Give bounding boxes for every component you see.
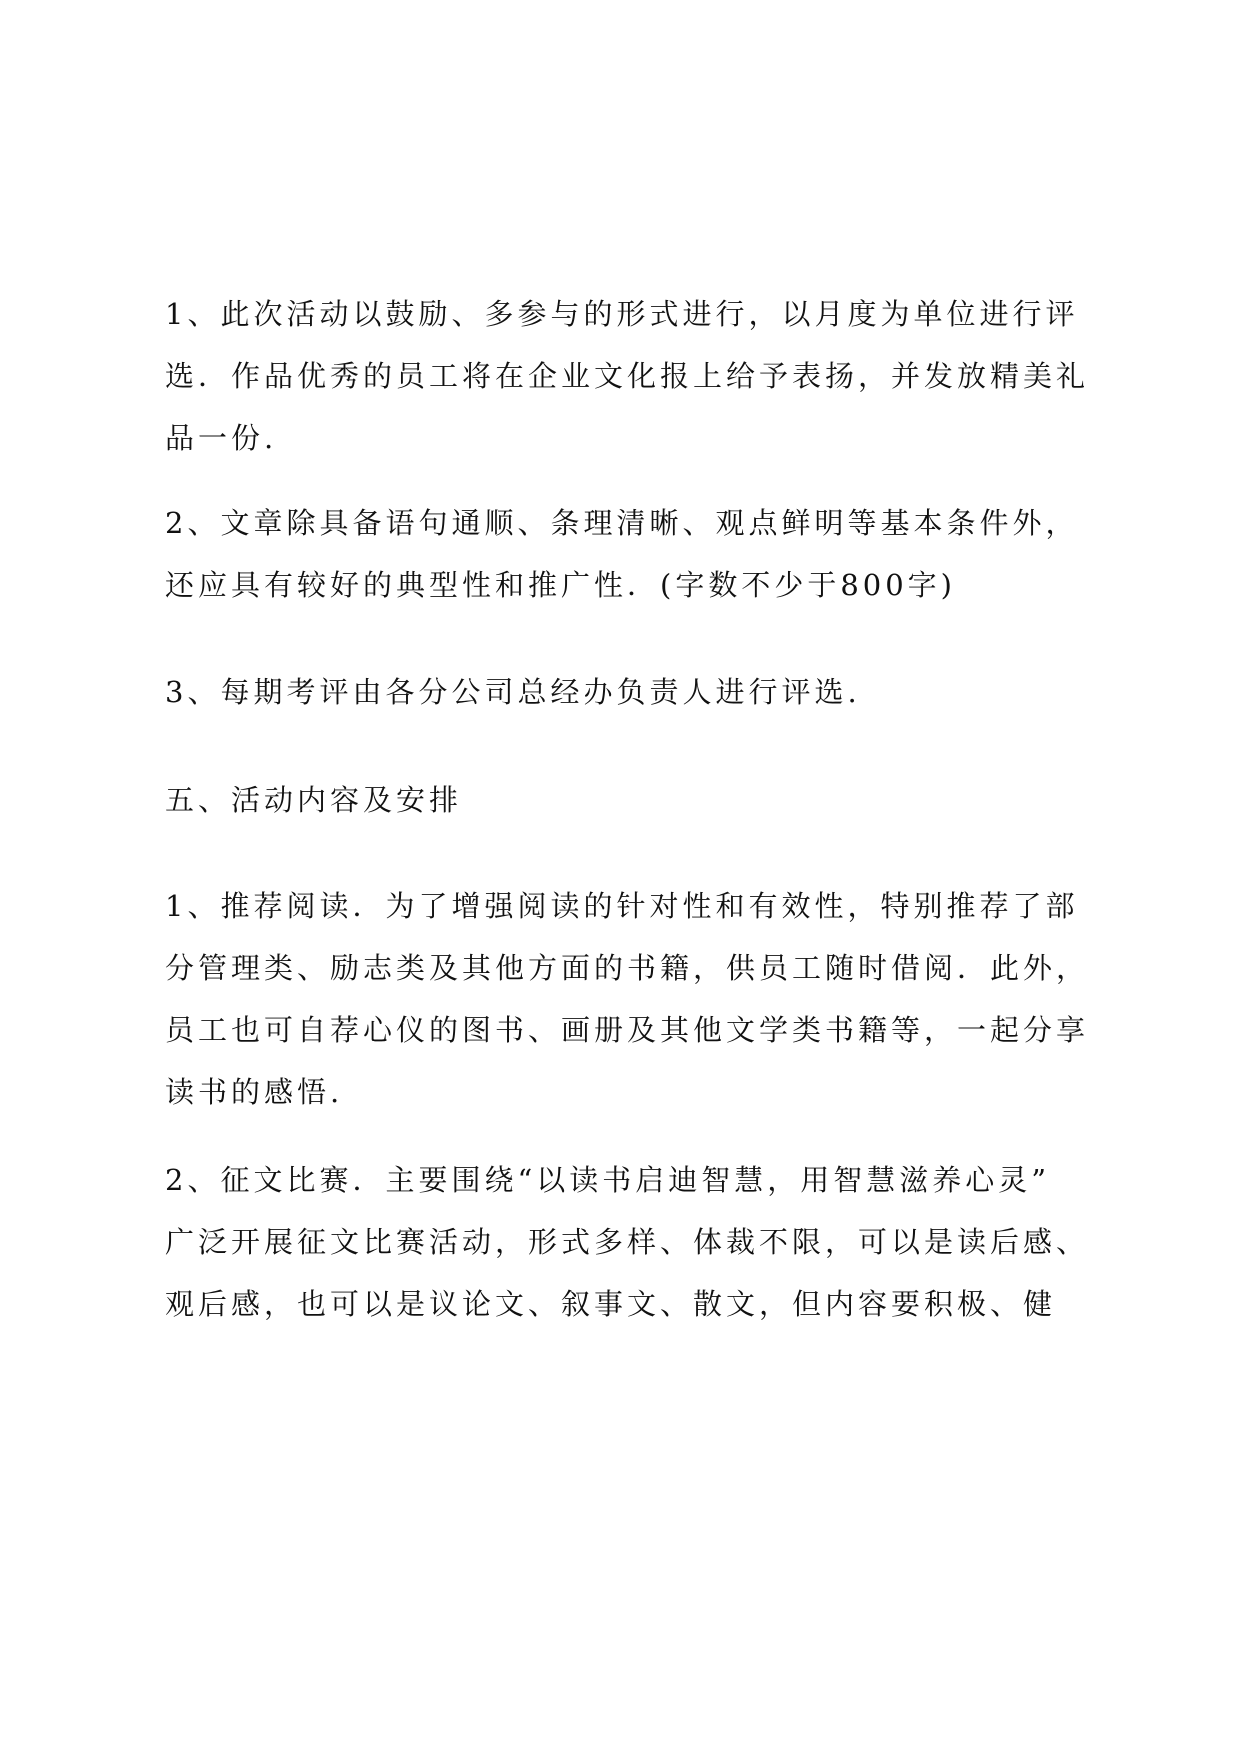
text-line: 广泛开展征文比赛活动，形式多样、体裁不限，可以是读后感、 — [165, 1225, 1090, 1259]
paragraph-essay-contest — [165, 1149, 1095, 1335]
paragraph-article-requirements — [165, 492, 1095, 616]
text-line: 还应具有较好的典型性和推广性．(字数不少于800字) — [165, 568, 956, 602]
text-line: 1、推荐阅读．为了增强阅读的针对性和有效性，特别推荐了部 — [165, 889, 1079, 923]
text-line: 读书的感悟. — [165, 1075, 344, 1109]
text-line: 2、文章除具备语句通顺、条理清晰、观点鲜明等基本条件外， — [165, 506, 1079, 540]
text-line: 员工也可自荐心仪的图书、画册及其他文学类书籍等，一起分享 — [165, 1013, 1090, 1047]
heading-text: 五、活动内容及安排 — [165, 783, 463, 817]
text-line: 3、每期考评由各分公司总经办负责人进行评选. — [165, 675, 861, 709]
section-heading — [165, 769, 1095, 831]
text-line: 观后感，也可以是议论文、叙事文、散文，但内容要积极、健 — [165, 1287, 1057, 1321]
paragraph-review-process — [165, 661, 1095, 723]
text-line: 1、此次活动以鼓励、多参与的形式进行，以月度为单位进行评 — [165, 297, 1079, 331]
paragraph-recommended-reading — [165, 875, 1095, 1123]
text-line: 2、征文比赛．主要围绕“以读书启迪智慧，用智慧滋养心灵” — [165, 1163, 1051, 1197]
paragraph-evaluation-rules — [165, 283, 1095, 469]
text-line: 选．作品优秀的员工将在企业文化报上给予表扬，并发放精美礼 — [165, 359, 1090, 393]
text-line: 分管理类、励志类及其他方面的书籍，供员工随时借阅．此外， — [165, 951, 1090, 985]
text-line: 品一份. — [165, 421, 278, 455]
